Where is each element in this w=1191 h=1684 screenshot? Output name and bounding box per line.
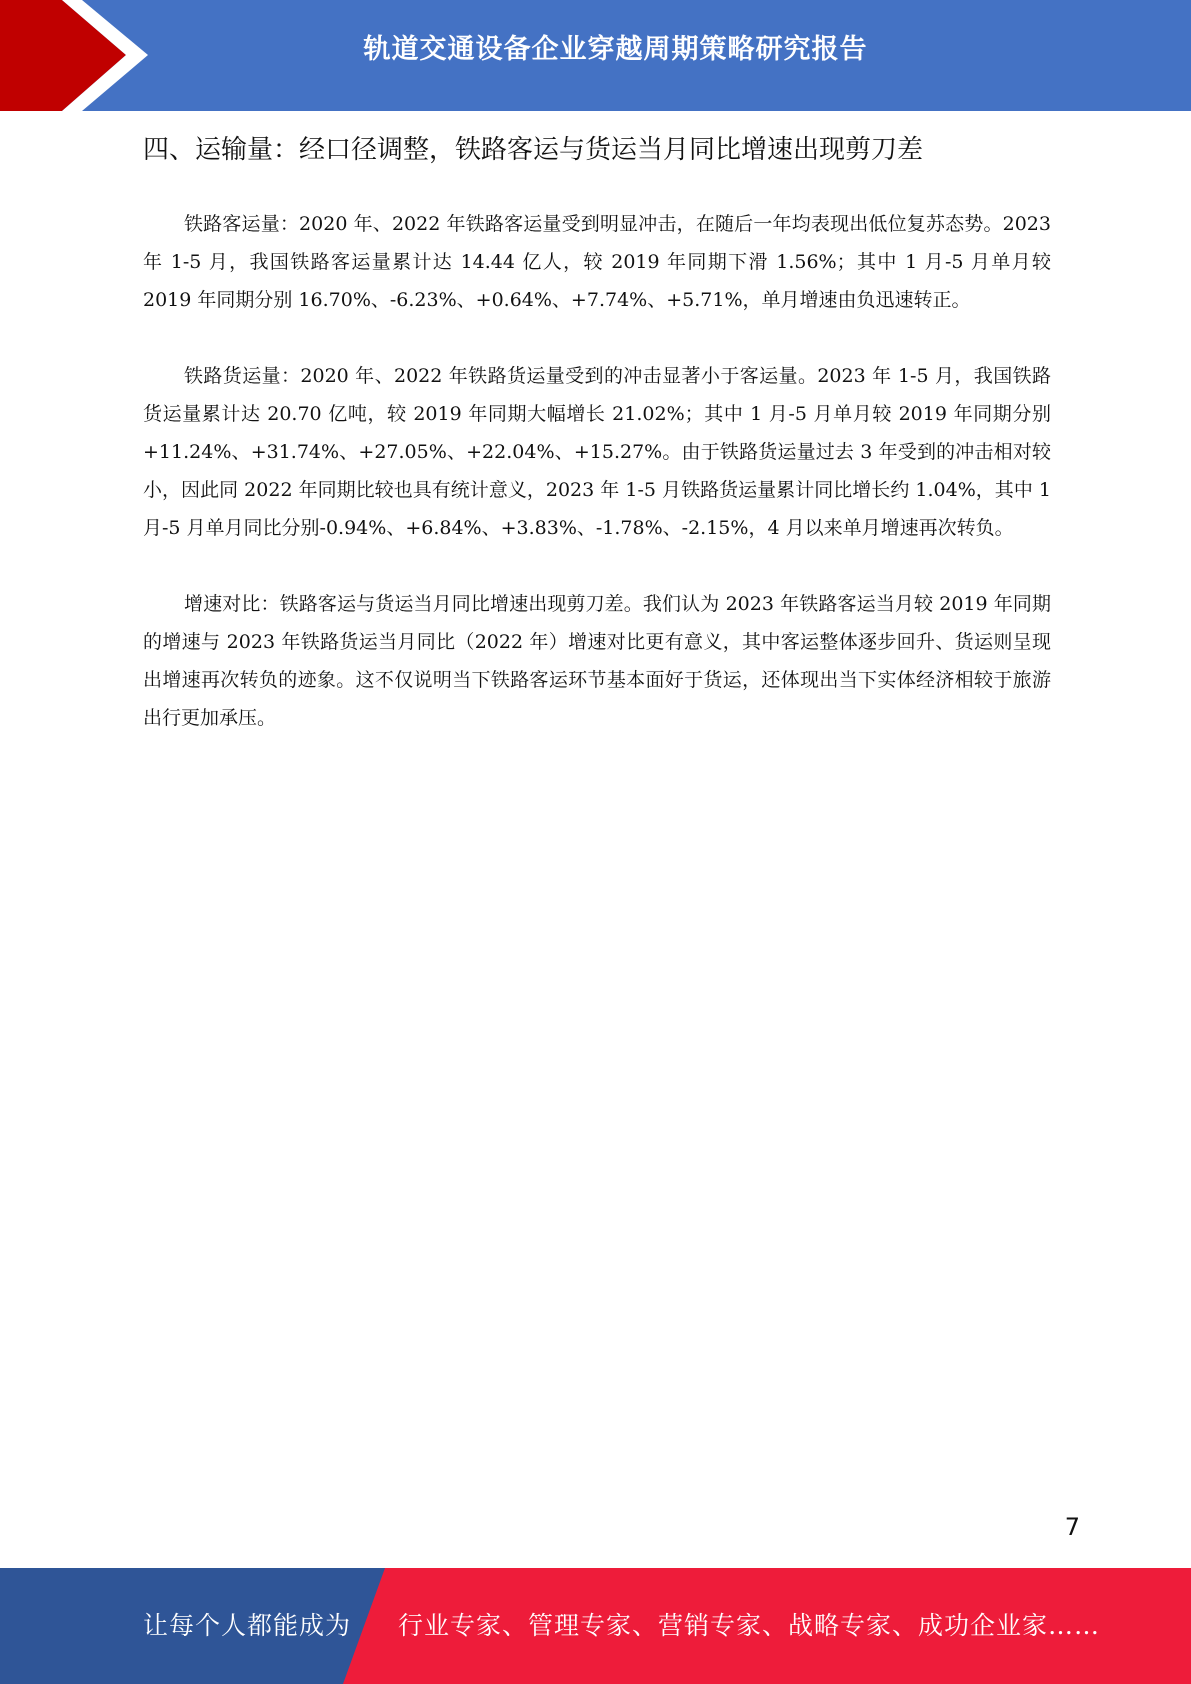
report-title: 轨道交通设备企业穿越周期策略研究报告 <box>363 34 868 65</box>
header-banner <box>0 0 1191 111</box>
paragraph-passenger-volume: 铁路客运量：2020 年、2022 年铁路客运量受到明显冲击，在随后一年均表现出低位复苏态势。2023 年 1-5 月，我国铁路客运量累计达 14.44 亿人，较 2019 年同期下滑 1.56%；其中 1 月-5 月单月较 2019 年同期分别 16.70%、-6.23%、+0.64%、+7.74%、+5.71%，单月增速由负迅速转正。 <box>143 213 1051 311</box>
footer-banner <box>0 1568 1191 1684</box>
paragraph-freight-volume: 铁路货运量：2020 年、2022 年铁路货运量受到的冲击显著小于客运量。2023 年 1-5 月，我国铁路货运量累计达 20.70 亿吨，较 2019 年同期大幅增长 21.02%；其中 1 月-5 月单月较 2019 年同期分别+11.24%、+31.74%、+27.05%、+22.04%、+15.27%。由于铁路货运量过去 3 年受到的冲击相对较小，因此同 2022 年同期比较也具有统计意义，2023 年 1-5 月铁路货运量累计同比增长约 1.04%，其中 1 月-5 月单月同比分别-0.94%、+6.84%、+3.83%、-1.78%、-2.15%，4 月以来单月增速再次转负。 <box>143 365 1051 539</box>
section-heading: 四、运输量：经口径调整，铁路客运与货运当月同比增速出现剪刀差 <box>143 135 924 165</box>
body-text <box>143 205 1051 775</box>
page-number: 7 <box>1064 1513 1080 1541</box>
footer-slogan-left: 让每个人都能成为 <box>143 1611 352 1640</box>
paragraph-growth-comparison: 增速对比：铁路客运与货运当月同比增速出现剪刀差。我们认为 2023 年铁路客运当月较 2019 年同期的增速与 2023 年铁路货运当月同比（2022 年）增速对比更有意义，其中客运整体逐步回升、货运则呈现出增速再次转负的迹象。这不仅说明当下铁路客运环节基本面好于货运，还体现出当下实体经济相较于旅游出行更加承压。 <box>143 593 1051 729</box>
footer-slogan-right: 行业专家、管理专家、营销专家、战略专家、成功企业家…… <box>398 1611 1101 1640</box>
